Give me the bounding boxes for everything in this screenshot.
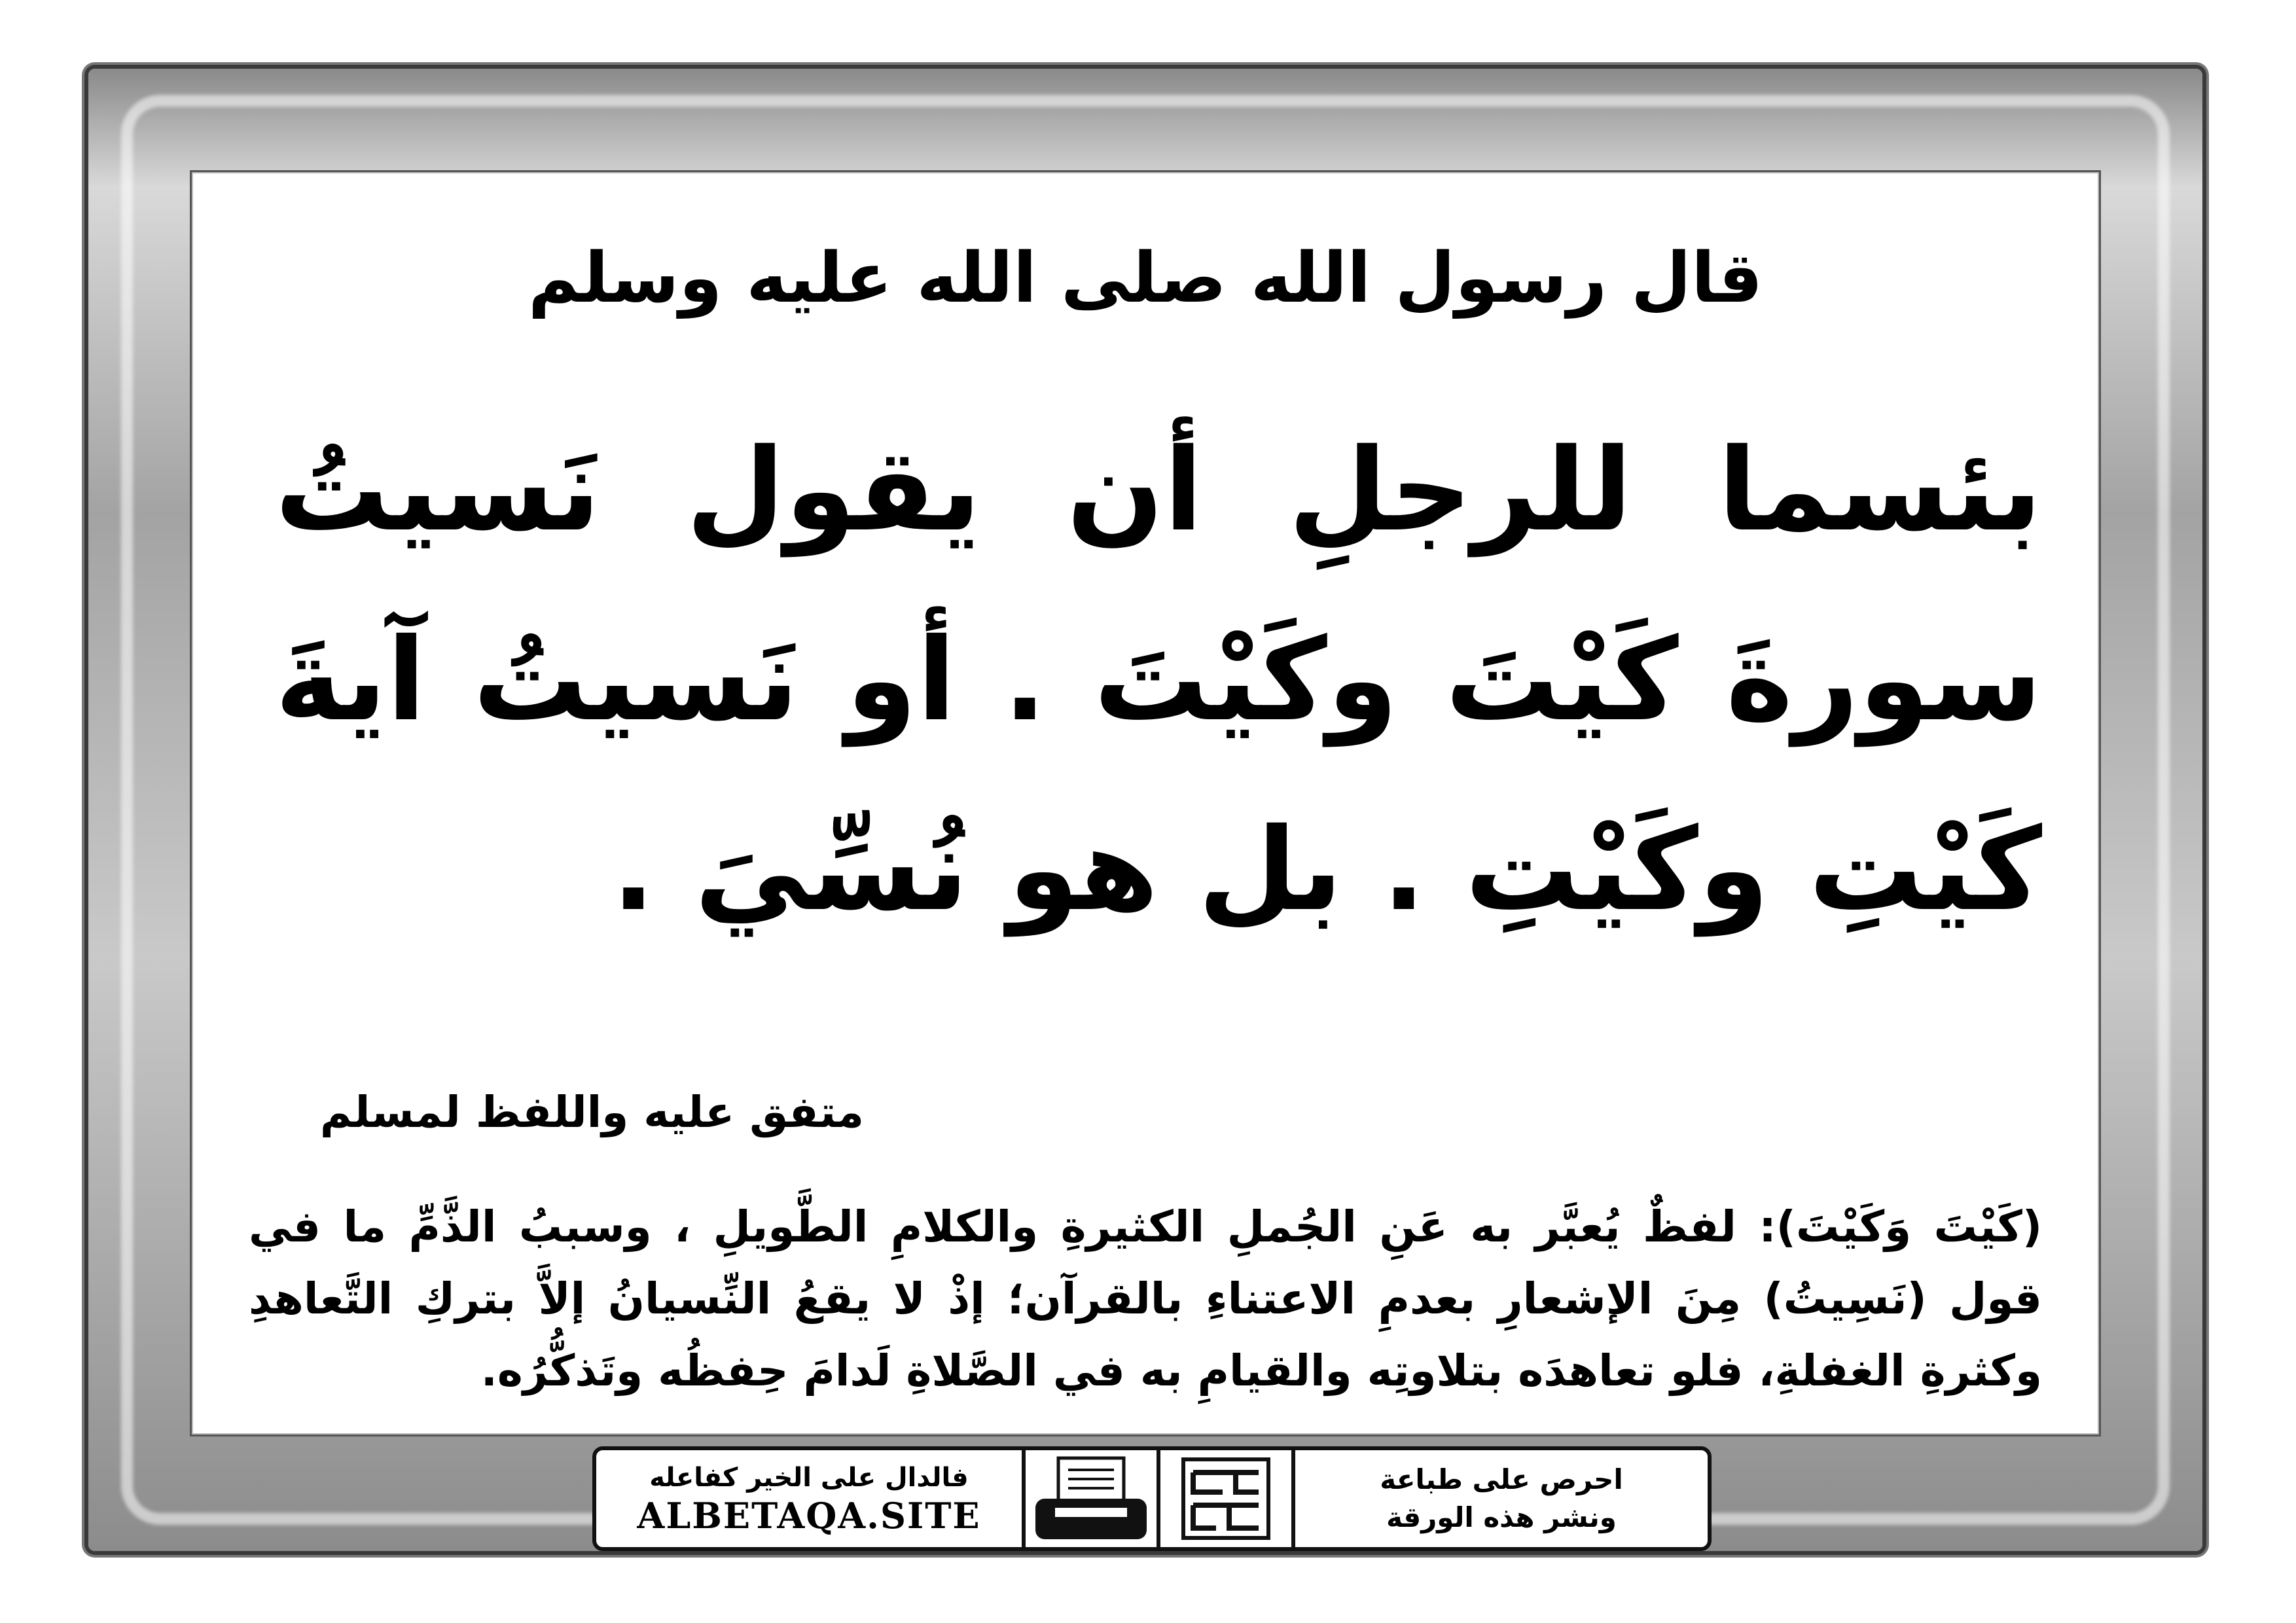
hadith-text: بئسما للرجلِ أن يقول نَسيتُ سورةَ كَيْتَ وكَيْتَ . أو نَسيتُ آيةَ كَيْتِ وكَيْتِ . بل هو نُسِّيَ . (275, 424, 2042, 936)
footer-note-line2: ونشر هذه الورقة (1386, 1501, 1617, 1533)
hadith-source: متفق عليه واللفظ لمسلم (319, 1087, 864, 1137)
footer-tagline: فالدال على الخير كفاعله (649, 1463, 969, 1493)
logo-icon (1160, 1450, 1291, 1547)
footer-note-line1: احرص على طباعة (1380, 1463, 1623, 1495)
printer-icon (1026, 1450, 1157, 1547)
heading: قال رسول الله صلى الله عليه وسلم (528, 238, 1763, 318)
explanation-text: (كَيْتَ وَكَيْتَ): لفظٌ يُعبَّر به عَنِ الجُملِ الكثيرةِ والكلامِ الطَّويلِ ، وسببُ الذَّمِّ ما في قول (نَسِيتُ) مِنَ الإشعارِ بعدمِ الاعتناءِ بالقرآن؛ إذْ لا يقعُ النِّسيانُ إلاَّ بتركِ التَّعاهدِ وكثرةِ الغفلةِ، فلو تعاهدَه بتلاوتِه والقيامِ به في الصَّلاةِ لَدامَ حِفظُه وتَذكُّرُه. (249, 1202, 2042, 1396)
footer-site-box (596, 1450, 1022, 1547)
footer-site: ALBETAQA.SITE (637, 1495, 981, 1537)
footer-print-note (1295, 1450, 1708, 1547)
footer-bar (592, 1446, 1712, 1551)
